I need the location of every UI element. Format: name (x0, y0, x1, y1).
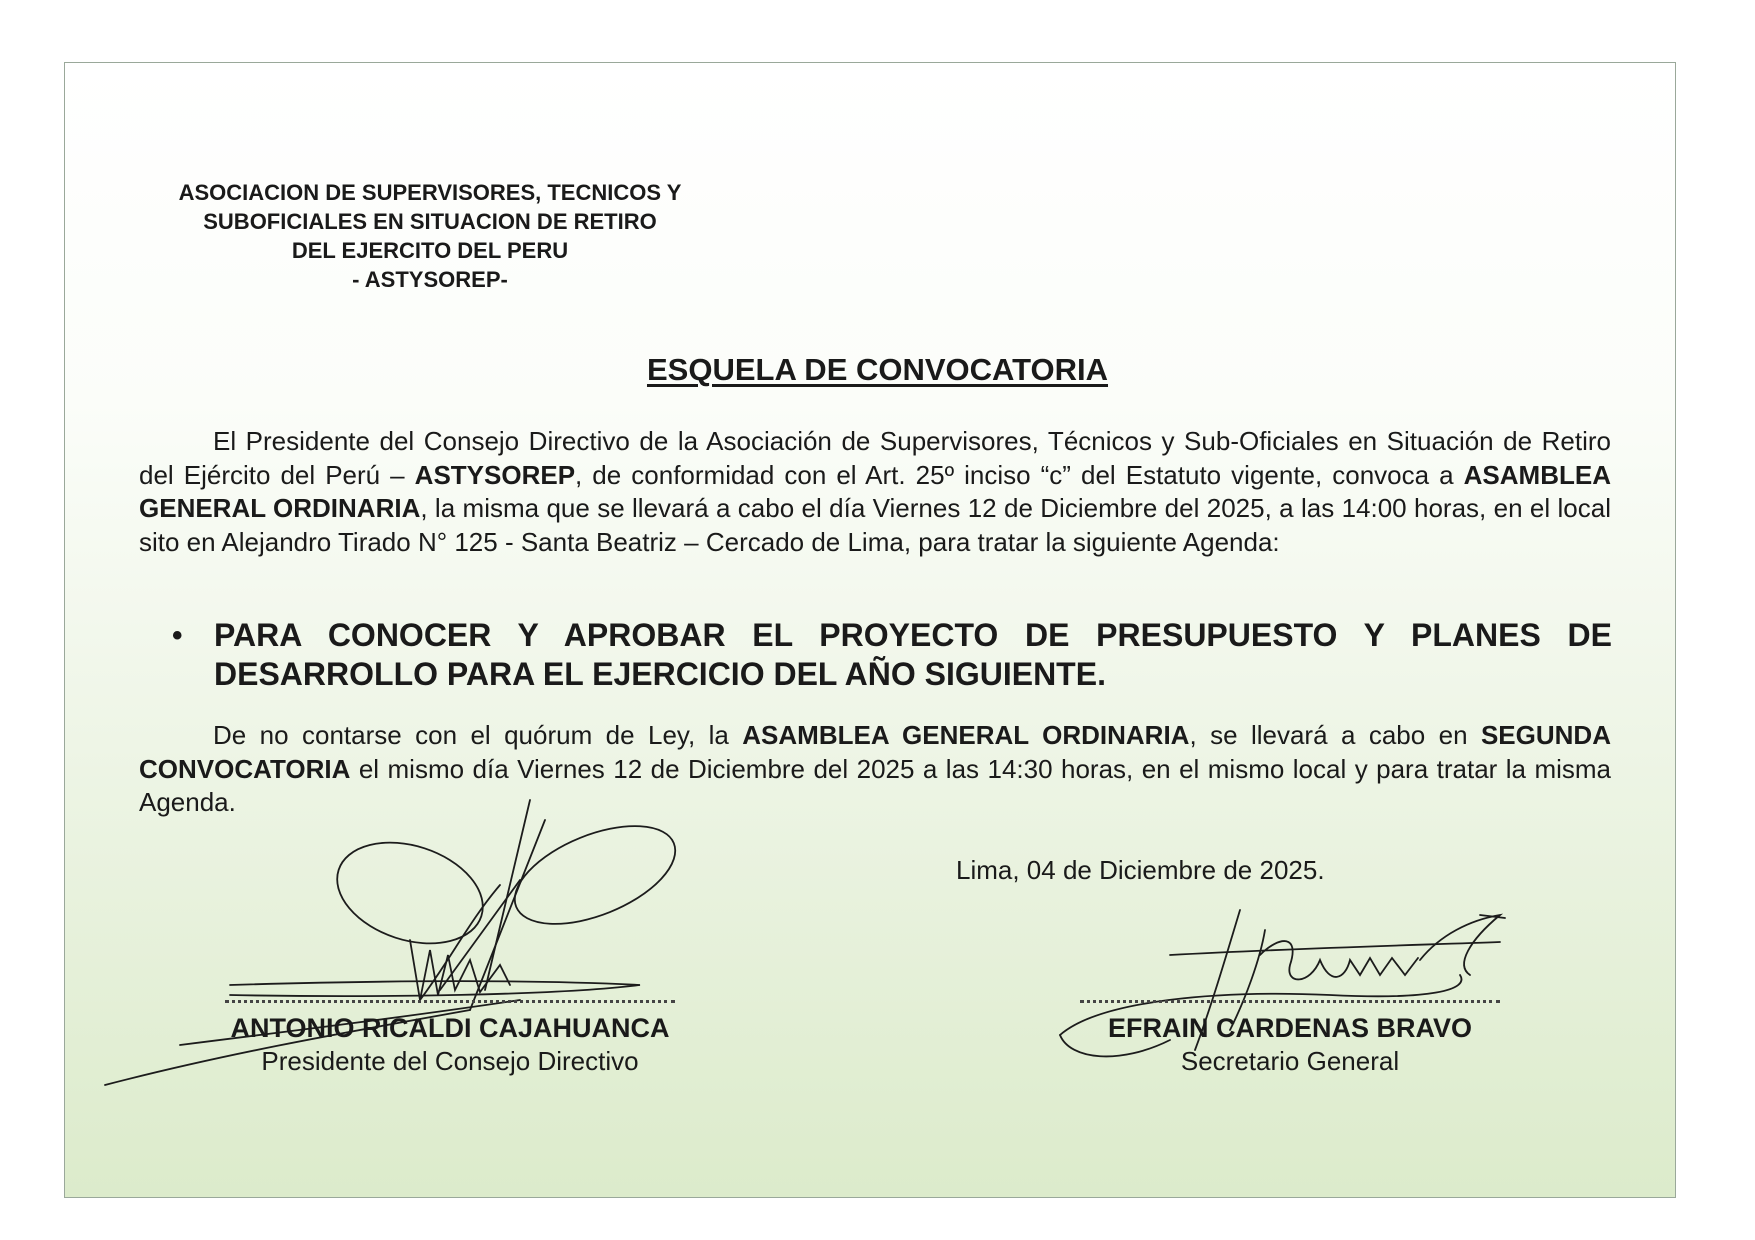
assembly-type: ASAMBLEA GENERAL ORDINARIA (742, 720, 1190, 750)
signature-block-president (225, 1000, 675, 1077)
paragraph-text: , se llevará a cabo en (1189, 720, 1481, 750)
organization-line: SUBOFICIALES EN SITUACION DE RETIRO (203, 209, 657, 234)
signatory-name: ANTONIO RICALDI CAJAHUANCA (230, 1013, 670, 1043)
signatory-role: Secretario General (1180, 1046, 1400, 1076)
paragraph-text: el mismo día Viernes 12 de Diciembre del 2025 a las 14:30 horas, en el mismo local y para tratar la misma Agenda. (139, 753, 1611, 817)
second-call-paragraph (139, 719, 1611, 820)
organization-line: ASOCIACION DE SUPERVISORES, TECNICOS Y (178, 180, 682, 205)
organization-header (135, 178, 725, 294)
agenda-item (172, 616, 1612, 694)
assembly-type: ASAMBLEA GENERAL ORDINARIA (139, 459, 1611, 523)
organization-line: DEL EJERCITO DEL PERU (291, 238, 569, 263)
date-line: Lima, 04 de Diciembre de 2025. (956, 855, 1325, 885)
signature-line (225, 1000, 675, 1003)
signatory-role: Presidente del Consejo Directivo (261, 1046, 639, 1076)
organization-acronym: - ASTYSOREP- (352, 267, 508, 292)
signature-block-secretary (1080, 1000, 1500, 1077)
paragraph-text: , de conformidad con el Art. 25º inciso “c” del Estatuto vigente, convoca a (575, 459, 1464, 490)
signature-line (1080, 1000, 1500, 1003)
paragraph-text: De no contarse con el quórum de Ley, la (213, 720, 743, 750)
paragraph-text: , la misma que se llevará a cabo el día Viernes 12 de Diciembre del 2025, a las 14:00 horas, en el local sito en Alejandro Tirado N° 125 - Santa Beatriz – Cercado de Lima, para tratar la siguiente Agenda: (139, 493, 1611, 557)
signatory-name: EFRAIN CARDENAS BRAVO (1107, 1013, 1472, 1043)
paragraph-text: El Presidente del Consejo Directivo de la Asociación de Supervisores, Técnicos y Sub-Oficiales en Situación de Retiro del Ejército del Perú – (139, 426, 1611, 490)
bullet-icon: • (172, 619, 183, 652)
second-call-label: SEGUNDA CONVOCATORIA (139, 720, 1611, 784)
document-title: ESQUELA DE CONVOCATORIA (646, 352, 1109, 387)
agenda-item-text: PARA CONOCER Y APROBAR EL PROYECTO DE PRESUPUESTO Y PLANES DE DESARROLLO PARA EL EJERCICIO DEL AÑO SIGUIENTE. (214, 617, 1612, 692)
association-acronym: ASTYSOREP (414, 459, 576, 490)
convocation-paragraph (139, 425, 1611, 559)
